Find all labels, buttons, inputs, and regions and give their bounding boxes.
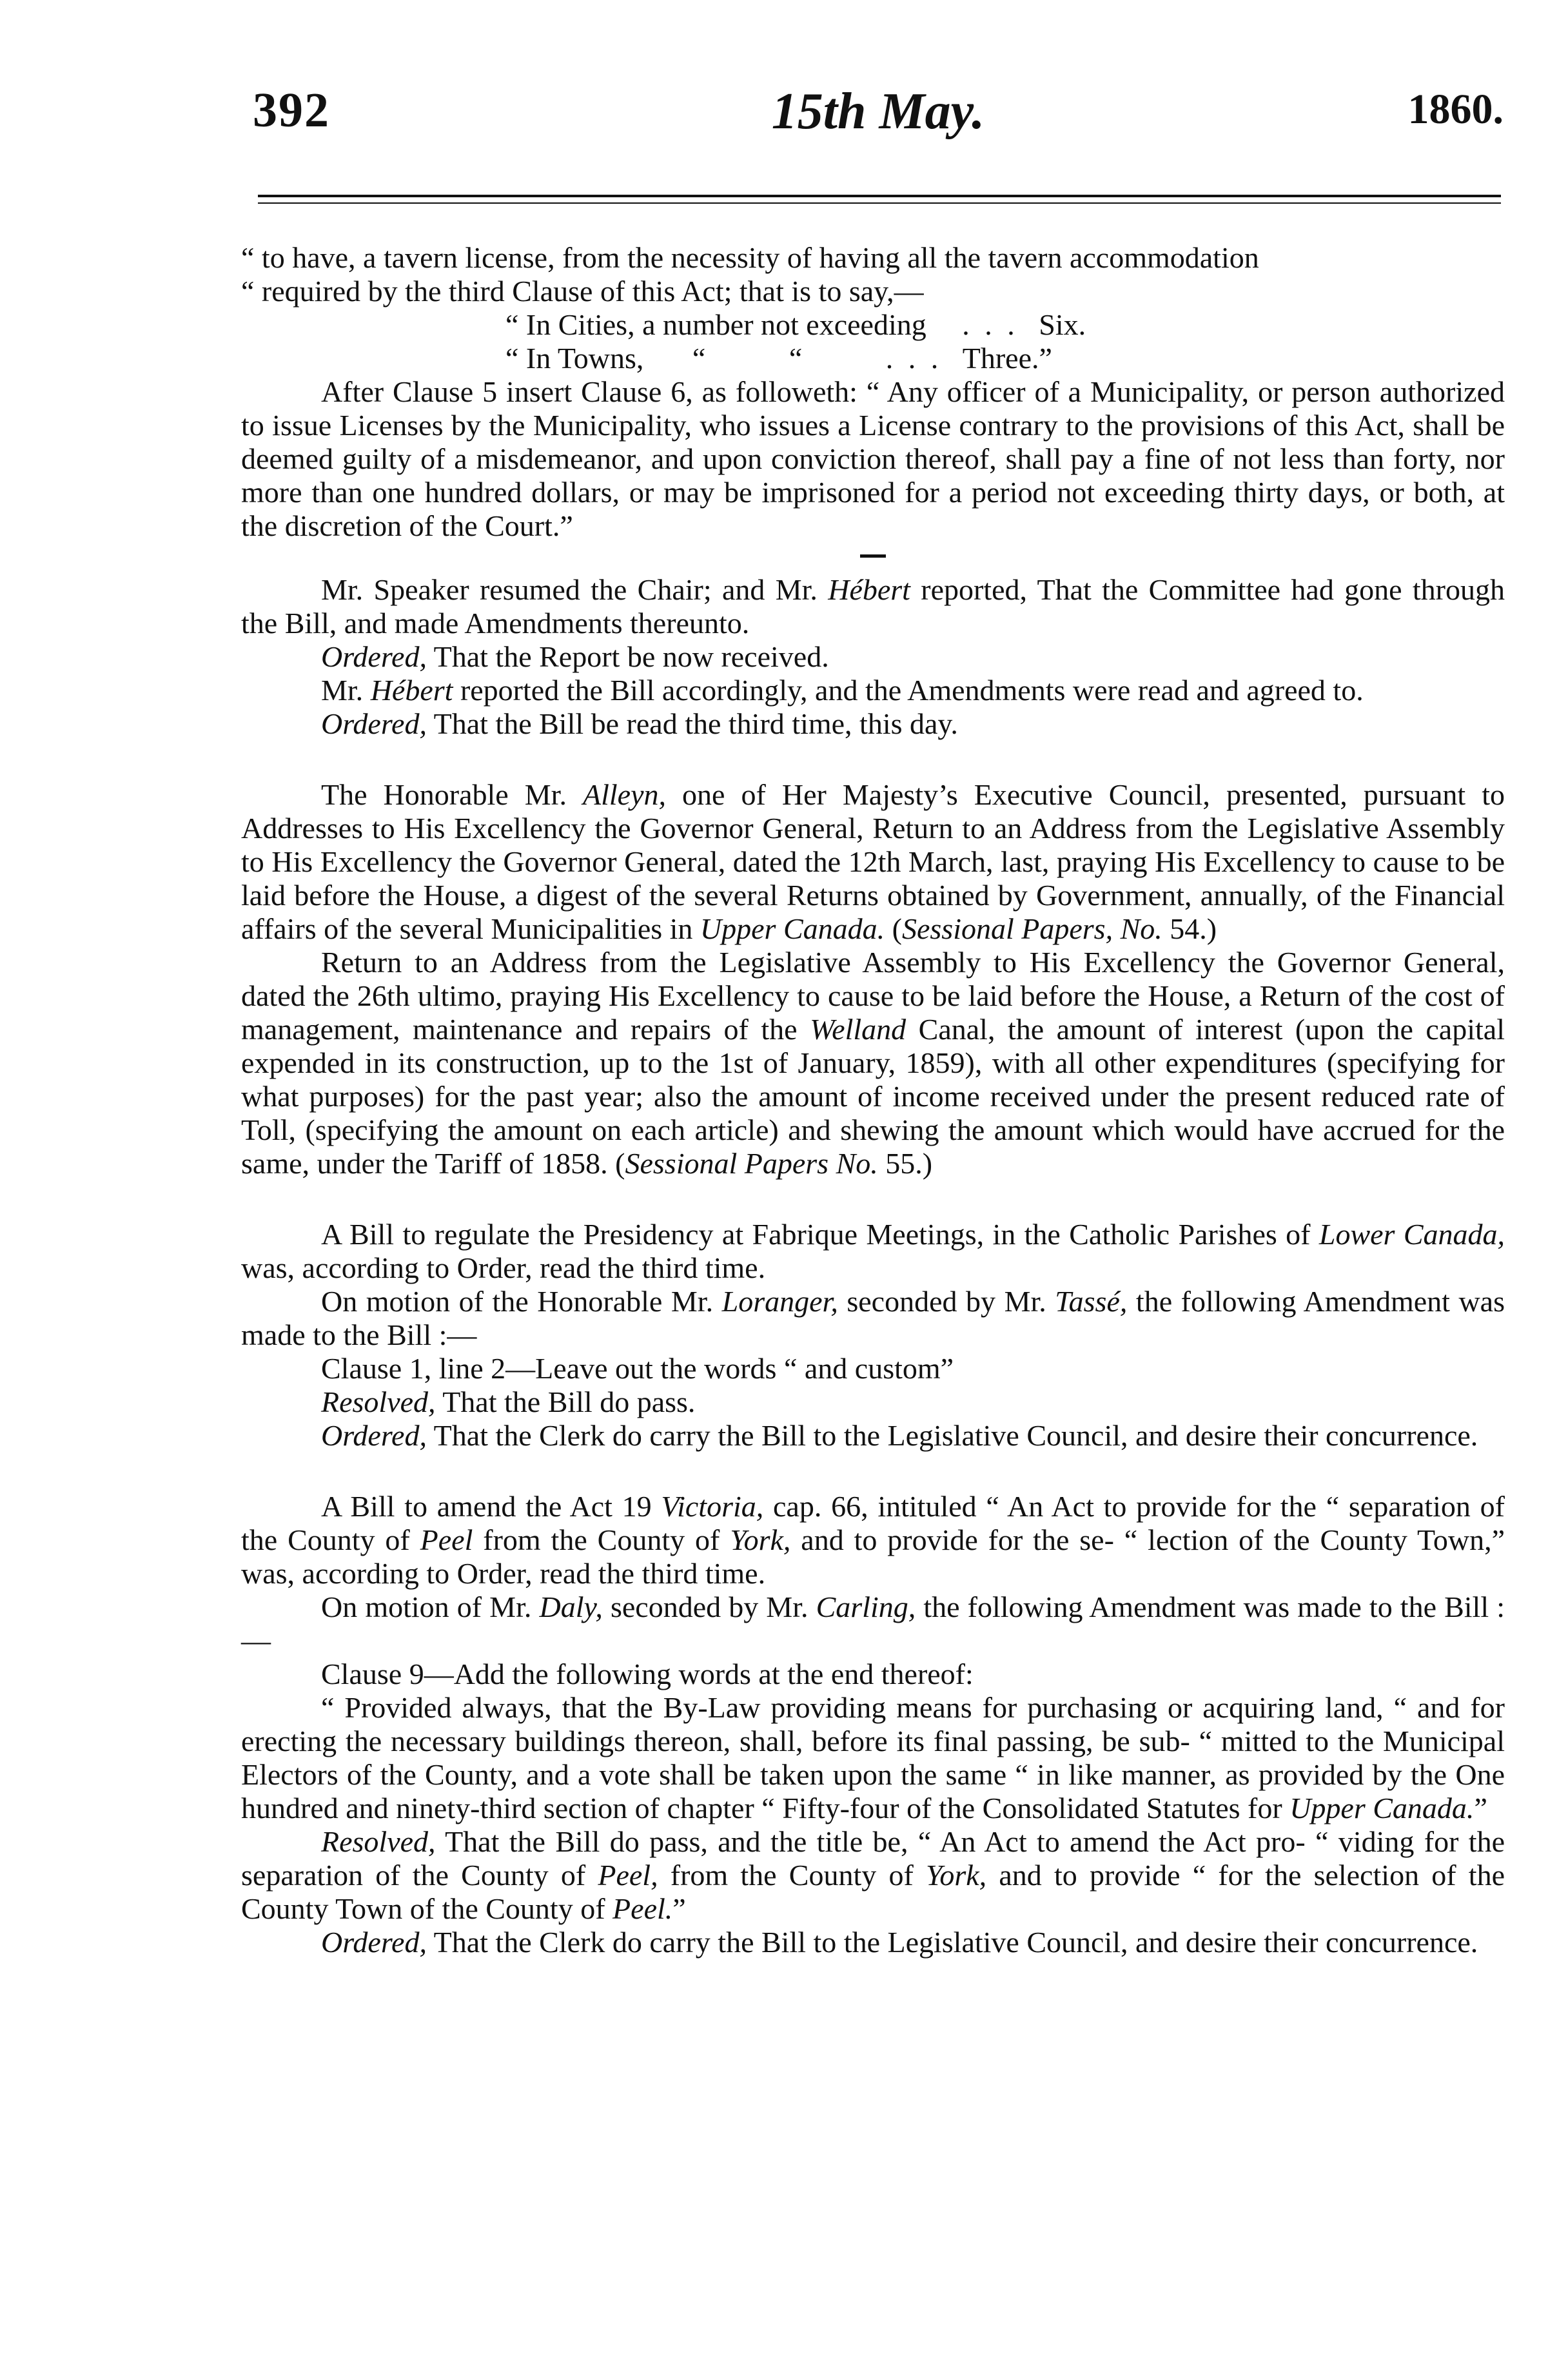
list-value: Six.: [1039, 308, 1086, 341]
paragraph: Resolved, That the Bill do pass, and the title be, “ An Act to amend the Act pro- “ viding for the separation of the County of Peel, from the County of York, and to provide “ for the selection of the County Town of the County of Peel.”: [241, 1825, 1505, 1925]
list-line: [241, 308, 1505, 342]
running-title: 15th May.: [771, 83, 985, 140]
paragraph: On motion of the Honorable Mr. Loranger, seconded by Mr. Tassé, the following Amendment was made to the Bill :—: [241, 1285, 1505, 1351]
header-rule-thick: [258, 195, 1501, 197]
paragraph: Ordered, That the Report be now received.: [321, 640, 829, 673]
running-header: [253, 83, 1504, 153]
leader-dots: . . .: [962, 308, 1019, 341]
ditto-marks: “ “: [692, 342, 803, 375]
page-number: 392: [253, 83, 330, 137]
paragraph: The Honorable Mr. Alleyn, one of Her Majesty’s Executive Council, presented, pursuant to Addresses to His Excellency the Governor General, Return to an Address from the Legislative Assembly to His Excellency the Governor General, dated the 12th March, last, praying His Excellency to cause to be laid before the House, a digest of the several Returns obtained by Government, annually, of the Financial affairs of the several Municipalities in Upper Canada. (Sessional Papers, No. 54.): [241, 778, 1505, 945]
quote-line: “ required by the third Clause of this Act; that is to say,—: [241, 275, 924, 308]
leader-dots: . . .: [885, 342, 943, 375]
paragraph: Ordered, That the Clerk do carry the Bill to the Legislative Council, and desire their concurrence.: [321, 1419, 1478, 1452]
paragraph: “ Provided always, that the By-Law providing means for purchasing or acquiring land, “ and for erecting the necessary buildings thereon, shall, before its final passing, be sub- “ mitted to the Municipal Electors of the County, and a vote shall be taken upon the same “ in like manner, as provided by the One hundred and ninety-third section of chapter “ Fifty-four of the Consolidated Statutes for Upper Canada.”: [241, 1691, 1505, 1824]
paragraph: Ordered, That the Bill be read the third time, this day.: [321, 707, 958, 740]
running-year: 1860.: [1407, 86, 1504, 133]
list-label: “ In Towns,: [505, 342, 644, 375]
paragraph: Clause 1, line 2—Leave out the words “ and custom”: [321, 1352, 954, 1385]
spacer: [241, 741, 1505, 778]
paragraph: Clause 9—Add the following words at the end thereof:: [321, 1658, 974, 1690]
spacer: [241, 1180, 1505, 1218]
list-value: Three.”: [962, 342, 1052, 375]
paragraph: On motion of Mr. Daly, seconded by Mr. Carling, the following Amendment was made to the Bill :—: [241, 1590, 1505, 1657]
paragraph: Mr. Speaker resumed the Chair; and Mr. Hébert reported, That the Committee had gone through the Bill, and made Amendments thereunto.: [241, 573, 1505, 640]
paragraph: After Clause 5 insert Clause 6, as followeth: “ Any officer of a Municipality, or person authorized to issue Licenses by the Municipality, who issues a License contrary to the provisions of this Act, shall be deemed guilty of a misdemeanor, and upon conviction thereof, shall pay a fine of not less than forty, nor more than one hundred dollars, or may be imprisoned for a period not exceeding thirty days, or both, at the discretion of the Court.”: [241, 375, 1505, 542]
paragraph: A Bill to amend the Act 19 Victoria, cap. 66, intituled “ An Act to provide for the “ separation of the County of Peel from the County of York, and to provide for the se- “ lection of the County Town,” was, according to Order, read the third time.: [241, 1490, 1505, 1590]
paragraph: Resolved, That the Bill do pass.: [321, 1385, 696, 1418]
paragraph: Ordered, That the Clerk do carry the Bill to the Legislative Council, and desire their concurrence.: [321, 1926, 1478, 1959]
spacer: [241, 1452, 1505, 1490]
section-dash: [860, 554, 886, 558]
header-rule-thin: [258, 202, 1501, 204]
quote-line: “ to have, a tavern license, from the necessity of having all the tavern accommodation: [241, 241, 1259, 274]
list-line: [241, 342, 1505, 375]
paragraph: A Bill to regulate the Presidency at Fabrique Meetings, in the Catholic Parishes of Lower Canada, was, according to Order, read the third time.: [241, 1218, 1505, 1284]
paragraph: Mr. Hébert reported the Bill accordingly, and the Amendments were read and agreed to.: [321, 674, 1364, 707]
paragraph: [241, 241, 1505, 308]
list-label: “ In Cities, a number not exceeding: [505, 308, 926, 341]
page-body: [241, 241, 1505, 1959]
paragraph: Return to an Address from the Legislative Assembly to His Excellency the Governor General, dated the 26th ultimo, praying His Excellency to cause to be laid before the House, a Return of the cost of management, maintenance and repairs of the Welland Canal, the amount of interest (upon the capital expended in its construction, up to the 1st of January, 1859), with all other expenditures (specifying for what purposes) for the past year; also the amount of income received under the present reduced rate of Toll, (specifying the amount on each article) and shewing the amount which would have accrued for the same, under the Tariff of 1858. (Sessional Papers No. 55.): [241, 946, 1505, 1180]
